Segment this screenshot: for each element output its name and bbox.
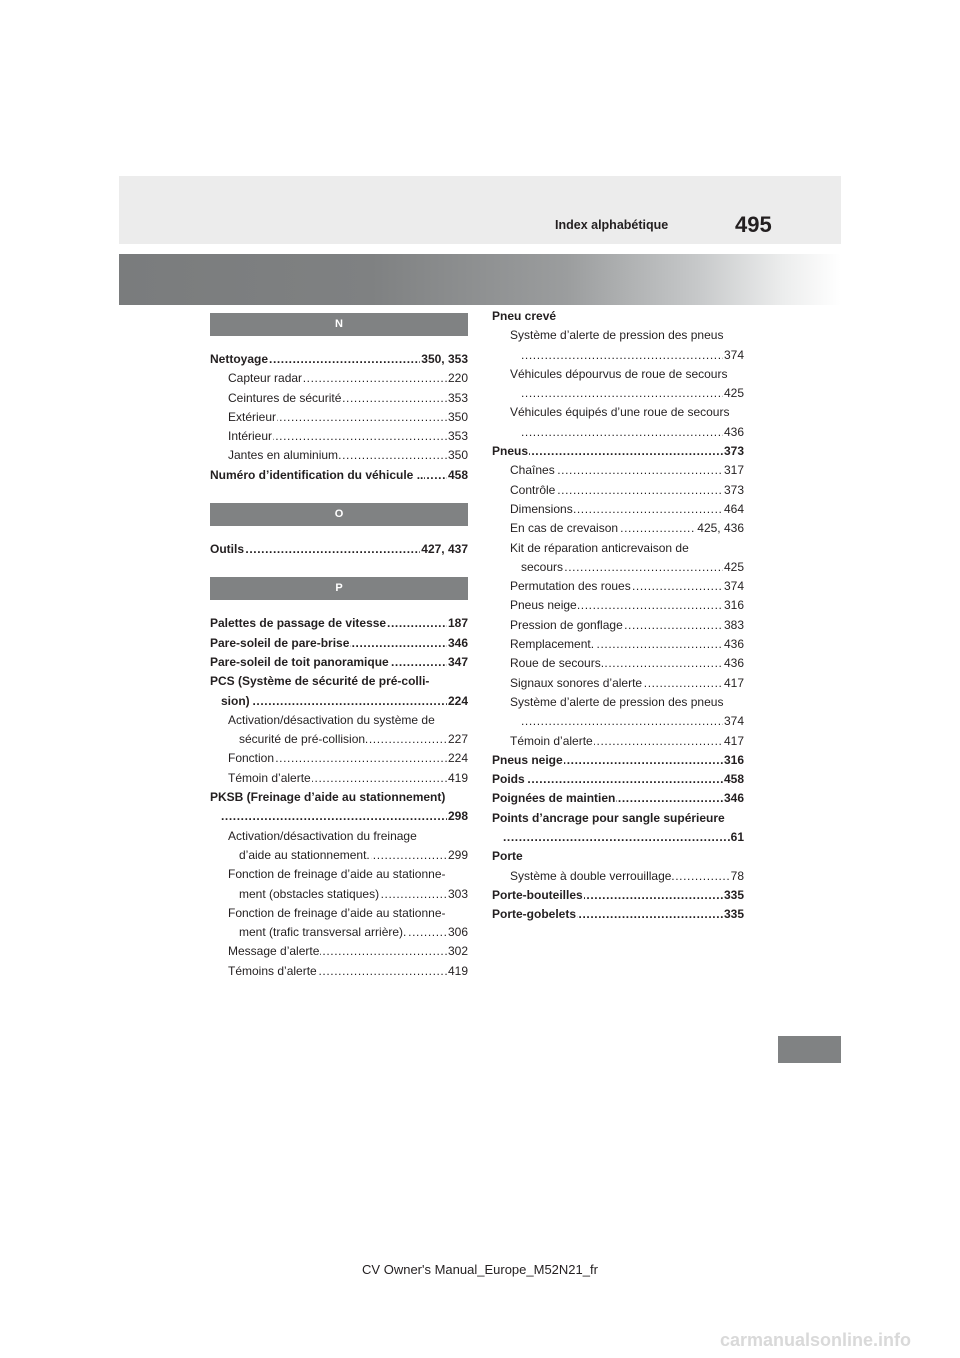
index-entry bbox=[492, 789, 744, 808]
entry-page-number: 419 bbox=[447, 962, 468, 981]
entry-text: Véhicules dépourvus de roue de secours bbox=[510, 366, 728, 381]
index-entry bbox=[210, 904, 468, 923]
entry-text: Poids bbox=[492, 772, 525, 787]
index-entry bbox=[210, 466, 468, 485]
index-entry bbox=[210, 446, 468, 465]
entry-text: Ceintures de sécurité bbox=[228, 390, 342, 405]
entry-text: Contrôle bbox=[510, 482, 556, 497]
index-entry bbox=[210, 672, 468, 691]
entry-page-number: 353 bbox=[447, 427, 468, 446]
index-entry bbox=[492, 751, 744, 770]
entry-page-number: 346 bbox=[447, 634, 468, 653]
entry-text: Fonction bbox=[228, 751, 275, 766]
dot-leader bbox=[521, 423, 744, 442]
entry-text: PKSB (Freinage d’aide au stationnement) bbox=[210, 790, 446, 805]
entry-page-number: 316 bbox=[723, 596, 744, 615]
index-entry bbox=[210, 427, 468, 446]
entry-text: Activation/désactivation du freinage bbox=[228, 828, 417, 843]
entry-text: Permutation des roues bbox=[510, 579, 631, 594]
entry-text: Nettoyage bbox=[210, 352, 269, 366]
index-entry bbox=[492, 712, 744, 731]
index-entry bbox=[492, 635, 744, 654]
index-entry bbox=[210, 749, 468, 768]
entry-page-number: 350, 353 bbox=[420, 350, 468, 369]
dot-leader bbox=[503, 828, 744, 847]
index-entry bbox=[492, 654, 744, 673]
entry-page-number: 347 bbox=[447, 653, 468, 672]
index-entry bbox=[210, 408, 468, 427]
entry-page-number: 419 bbox=[447, 769, 468, 788]
index-entry bbox=[492, 616, 744, 635]
entry-text: Pneu crevé bbox=[492, 309, 557, 323]
entry-text: Dimensions bbox=[510, 501, 573, 516]
index-entry bbox=[492, 828, 744, 847]
index-entry bbox=[210, 369, 468, 388]
entry-page-number: 316 bbox=[723, 751, 744, 770]
index-entry bbox=[492, 558, 744, 577]
index-entry bbox=[492, 384, 744, 403]
entry-page-number: 425 bbox=[723, 558, 744, 577]
entry-page-number: 61 bbox=[730, 828, 744, 847]
index-entry bbox=[492, 674, 744, 693]
entry-text: Véhicules équipés d’une roue de secours bbox=[510, 405, 730, 420]
dot-leader bbox=[221, 807, 468, 826]
header-band bbox=[119, 176, 841, 244]
entry-page-number: 346 bbox=[723, 789, 744, 808]
entry-text: Signaux sonores d’alerte bbox=[510, 675, 643, 690]
entry-text: Pare-soleil de toit panoramique bbox=[210, 654, 389, 669]
index-entry bbox=[492, 693, 744, 712]
entry-text: secours bbox=[521, 559, 564, 574]
section-title: Index alphabétique bbox=[555, 218, 669, 232]
entry-text: Porte bbox=[492, 849, 523, 864]
index-entry bbox=[492, 481, 744, 500]
footer-manual-name: CV Owner's Manual_Europe_M52N21_fr bbox=[362, 1262, 598, 1277]
entry-text: Fonction de freinage d’aide au stationne- bbox=[228, 867, 446, 882]
index-entry bbox=[492, 519, 744, 538]
entry-text: Roue de secours. bbox=[510, 656, 605, 671]
index-entry bbox=[492, 732, 744, 751]
watermark: carmanualsonline.info bbox=[720, 1330, 912, 1350]
index-entry bbox=[492, 365, 744, 384]
entry-page-number: 436 bbox=[723, 423, 744, 442]
decorative-gradient-band bbox=[119, 254, 841, 305]
entry-text: Poignées de maintien bbox=[492, 791, 616, 806]
index-column-right bbox=[492, 305, 744, 925]
index-entry bbox=[210, 885, 468, 904]
index-entry bbox=[492, 596, 744, 615]
entry-text: Numéro d’identification du véhicule .. bbox=[210, 467, 424, 482]
entry-page-number: 458 bbox=[723, 770, 744, 789]
dot-leader bbox=[221, 692, 468, 711]
entry-page-number: 187 bbox=[447, 614, 468, 633]
index-entry bbox=[210, 865, 468, 884]
index-entry bbox=[492, 809, 744, 828]
entry-text: Système à double verrouillage bbox=[510, 868, 672, 883]
entry-text: Porte-bouteilles bbox=[492, 887, 583, 902]
index-entry bbox=[492, 307, 744, 326]
entry-page-number: 458 bbox=[447, 466, 468, 485]
index-entry bbox=[210, 389, 468, 408]
entry-page-number: 350 bbox=[447, 446, 468, 465]
entry-text: ment (trafic transversal arrière). bbox=[239, 925, 407, 940]
dot-leader bbox=[492, 442, 744, 461]
chapter-tab bbox=[778, 1036, 841, 1063]
entry-page-number: 299 bbox=[447, 846, 468, 865]
index-entry bbox=[492, 770, 744, 789]
index-entry bbox=[210, 350, 468, 369]
section-letter-n: N bbox=[210, 313, 468, 336]
entry-text: Chaînes bbox=[510, 463, 555, 478]
entry-text: sion) bbox=[221, 693, 250, 708]
entry-page-number: 335 bbox=[723, 886, 744, 905]
index-entry bbox=[210, 653, 468, 672]
entry-text: Outils bbox=[210, 542, 245, 557]
index-entry bbox=[492, 403, 744, 422]
dot-leader bbox=[492, 770, 744, 789]
entry-text: Porte-gobelets bbox=[492, 907, 577, 922]
entry-text: Pare-soleil de pare-brise bbox=[210, 635, 350, 650]
entry-page-number: 373 bbox=[723, 481, 744, 500]
entry-page-number: 227 bbox=[447, 730, 468, 749]
entry-page-number: 427, 437 bbox=[420, 540, 468, 559]
entry-text: Points d’ancrage pour sangle supérieure bbox=[492, 810, 725, 825]
entry-page-number: 374 bbox=[723, 577, 744, 596]
entry-text: Activation/désactivation du système de bbox=[228, 712, 435, 727]
index-entry bbox=[210, 634, 468, 653]
index-entry bbox=[210, 846, 468, 865]
index-entry bbox=[210, 788, 468, 807]
section-letter-p: P bbox=[210, 577, 468, 600]
index-entry bbox=[492, 326, 744, 345]
section-letter-o: O bbox=[210, 503, 468, 526]
entry-page-number: 298 bbox=[447, 807, 468, 826]
entry-text: Capteur radar bbox=[228, 371, 303, 386]
entry-text: Témoin d’alerte bbox=[228, 770, 311, 785]
entry-text: Témoin d’alerte bbox=[510, 733, 593, 748]
dot-leader bbox=[521, 384, 744, 403]
entry-text: Intérieur bbox=[228, 429, 273, 444]
entry-text: d’aide au stationnement. bbox=[239, 847, 370, 862]
entry-page-number: 224 bbox=[447, 692, 468, 711]
entry-page-number: 78 bbox=[730, 867, 744, 886]
index-entry bbox=[492, 905, 744, 924]
entry-text: Système d’alerte de pression des pneus bbox=[510, 328, 724, 343]
index-entry bbox=[492, 577, 744, 596]
entry-text: Extérieur bbox=[228, 409, 277, 424]
entry-page-number: 220 bbox=[447, 369, 468, 388]
entry-page-number: 425 bbox=[723, 384, 744, 403]
entry-text: Système d’alerte de pression des pneus bbox=[510, 694, 724, 709]
index-entry bbox=[210, 923, 468, 942]
entry-text: PCS (Système de sécurité de pré-colli- bbox=[210, 674, 430, 689]
entry-page-number: 425, 436 bbox=[696, 519, 744, 538]
index-entry bbox=[492, 867, 744, 886]
index-column-left bbox=[210, 305, 468, 981]
index-entry bbox=[210, 540, 468, 559]
index-entry bbox=[210, 807, 468, 826]
entry-page-number: 373 bbox=[723, 442, 744, 461]
entry-text: Remplacement. bbox=[510, 637, 595, 652]
dot-leader bbox=[521, 346, 744, 365]
entry-page-number: 317 bbox=[723, 461, 744, 480]
index-entry bbox=[210, 692, 468, 711]
index-entry bbox=[492, 500, 744, 519]
index-entry bbox=[210, 942, 468, 961]
entry-page-number: 224 bbox=[447, 749, 468, 768]
entry-text: Pneus bbox=[492, 444, 529, 459]
entry-page-number: 417 bbox=[723, 732, 744, 751]
entry-page-number: 436 bbox=[723, 635, 744, 654]
entry-page-number: 350 bbox=[447, 408, 468, 427]
index-entry bbox=[210, 730, 468, 749]
entry-page-number: 302 bbox=[447, 942, 468, 961]
entry-text: Pneus neige bbox=[510, 598, 577, 613]
index-entry bbox=[492, 346, 744, 365]
entry-text: Palettes de passage de vitesse bbox=[210, 616, 387, 631]
page-number: 495 bbox=[735, 212, 772, 237]
entry-page-number: 417 bbox=[723, 674, 744, 693]
index-entry bbox=[210, 827, 468, 846]
dot-leader bbox=[521, 712, 744, 731]
entry-text: Jantes en aluminium bbox=[228, 448, 339, 463]
index-entry bbox=[492, 442, 744, 461]
entry-page-number: 335 bbox=[723, 905, 744, 924]
entry-page-number: 464 bbox=[723, 500, 744, 519]
index-entry bbox=[492, 886, 744, 905]
index-entry bbox=[210, 614, 468, 633]
entry-page-number: 374 bbox=[723, 346, 744, 365]
entry-text: sécurité de pré-collision bbox=[239, 732, 366, 747]
entry-text: Témoins d’alerte bbox=[228, 963, 317, 978]
entry-text: Pneus neige bbox=[492, 752, 563, 767]
entry-page-number: 303 bbox=[447, 885, 468, 904]
entry-page-number: 436 bbox=[723, 654, 744, 673]
entry-text: En cas de crevaison bbox=[510, 521, 619, 536]
index-entry bbox=[210, 711, 468, 730]
entry-page-number: 306 bbox=[447, 923, 468, 942]
entry-page-number: 374 bbox=[723, 712, 744, 731]
entry-text: Fonction de freinage d’aide au stationne- bbox=[228, 905, 446, 920]
entry-text: Message d’alerte bbox=[228, 944, 320, 959]
entry-page-number: 353 bbox=[447, 389, 468, 408]
entry-text: ment (obstacles statiques) bbox=[239, 886, 380, 901]
index-entry bbox=[492, 847, 744, 866]
entry-page-number: 383 bbox=[723, 616, 744, 635]
index-entry bbox=[492, 539, 744, 558]
index-entry bbox=[492, 423, 744, 442]
index-entry bbox=[492, 461, 744, 480]
index-entry bbox=[210, 962, 468, 981]
entry-text: Kit de réparation anticrevaison de bbox=[510, 540, 689, 555]
index-entry bbox=[210, 769, 468, 788]
entry-text: Pression de gonflage bbox=[510, 617, 623, 632]
